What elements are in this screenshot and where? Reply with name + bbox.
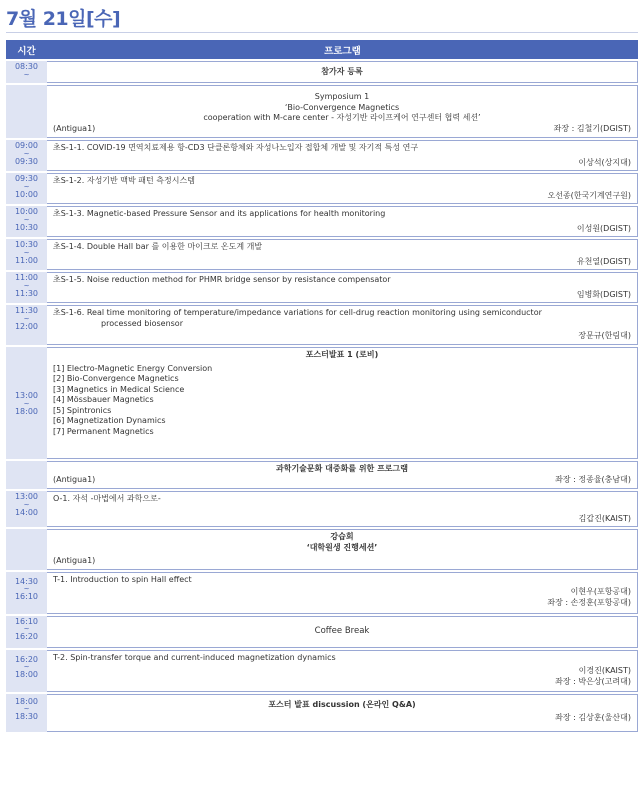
talk-title: 초S-1-1. COVID-19 면역치료제용 항-CD3 단클론항체와 자성나노입자 접합체 개발 및 자기적 특성 연구	[53, 143, 419, 152]
table-row	[6, 461, 638, 489]
end-time: 11:30	[14, 288, 39, 298]
registration-cell	[47, 61, 638, 83]
table-row	[6, 491, 638, 527]
list-item: [3] Magnetics in Medical Science	[53, 384, 185, 394]
symposium-title-2: ‘Bio-Convergence Magnetics	[284, 102, 400, 112]
time-cell	[6, 529, 47, 570]
talk-title: 초S-1-2. 자성기반 맥박 패턴 측정시스템	[53, 176, 195, 185]
section-title: 강습회	[330, 532, 354, 541]
end-time: 09:30	[14, 156, 39, 166]
talk-title: O-1. 자석 -마법에서 과학으로-	[53, 494, 161, 503]
header-program: 프로그램	[47, 40, 638, 59]
schedule-table	[6, 38, 638, 734]
talk-title: 초S-1-3. Magnetic-based Pressure Sensor and its applications for health monitoring	[53, 209, 386, 218]
table-row	[6, 347, 638, 459]
end-time: 10:30	[14, 222, 39, 232]
talk-title-cont: processed biosensor	[101, 318, 183, 328]
poster-cell	[47, 347, 638, 459]
start-time: 11:30	[14, 306, 39, 315]
talk-title: T-2. Spin-transfer torque and current-induced magnetization dynamics	[53, 652, 336, 662]
speaker: 장문규(한림대)	[578, 331, 631, 340]
speaker: 김갑진(KAIST)	[578, 513, 631, 523]
list-item: [1] Electro-Magnetic Energy Conversion	[53, 363, 213, 373]
break-cell	[47, 616, 638, 648]
table-row	[6, 650, 638, 692]
venue: (Antigua1)	[53, 123, 96, 133]
time-cell: 18:00 ~ 18:30	[6, 694, 47, 732]
start-time: 16:10	[14, 616, 39, 626]
start-time: 09:30	[14, 174, 39, 183]
talk-cell	[47, 140, 638, 171]
start-time: 13:00	[14, 391, 39, 400]
time-cell: 16:20 ~ 18:00	[6, 650, 47, 692]
time-cell	[6, 461, 47, 489]
section-header-cell	[47, 461, 638, 489]
start-time: 11:00	[14, 273, 39, 282]
end-time: 18:30	[14, 712, 39, 721]
row-title: 포스터 발표 discussion (온라인 Q&A)	[268, 699, 416, 709]
table-row	[6, 206, 638, 237]
section-header-cell	[47, 529, 638, 570]
time-cell	[6, 85, 47, 138]
time-cell: 10:30 ~ 11:00	[6, 239, 47, 270]
poster-topic-list	[53, 364, 631, 438]
time-cell: 10:00 ~ 10:30	[6, 206, 47, 237]
end-time: 14:00	[14, 507, 39, 517]
table-row	[6, 85, 638, 138]
talk-cell	[47, 305, 638, 345]
venue: (Antigua1)	[53, 556, 96, 565]
chair: 좌장 : 손정훈(포항공대)	[547, 597, 631, 607]
end-time: 18:00	[14, 670, 39, 679]
speaker: 오선종(한국기계연구원)	[547, 190, 631, 200]
poster-title: 포스터발표 1 (로비)	[305, 350, 379, 359]
start-time: 10:00	[14, 207, 39, 216]
table-row	[6, 173, 638, 204]
start-time: 18:00	[14, 696, 39, 706]
chair: 좌장 : 김상훈(울산대)	[555, 713, 631, 722]
day-title: 7월 21일[수]	[6, 8, 121, 30]
list-item: [6] Magnetization Dynamics	[53, 416, 166, 426]
table-row	[6, 529, 638, 570]
chair: 좌장 : 김철기(DGIST)	[553, 123, 631, 133]
time-cell: 13:00 ~ 14:00	[6, 491, 47, 527]
list-item: [2] Bio-Convergence Magnetics	[53, 374, 179, 384]
symposium-title-3: cooperation with M-care center - 자성기반 라이프케어 연구센터 협력 세션’	[203, 113, 481, 122]
talk-cell	[47, 650, 638, 692]
row-title: 참가자 등록	[321, 67, 363, 76]
speaker: 이현우(포항공대)	[570, 587, 631, 596]
speaker: 임병화(DGIST)	[576, 289, 631, 299]
time-cell: 13:00 ~ 18:00	[6, 347, 47, 459]
table-row	[6, 694, 638, 732]
time-cell: 09:00 ~ 09:30	[6, 140, 47, 171]
start-time: 08:30	[14, 62, 39, 71]
end-time: 18:00	[14, 406, 39, 416]
talk-cell	[47, 272, 638, 303]
time-cell: 14:30 ~ 16:10	[6, 572, 47, 614]
talk-title: T-1. Introduction to spin Hall effect	[53, 574, 192, 584]
speaker: 이성원(DGIST)	[576, 223, 631, 233]
speaker: 이상석(상지대)	[578, 157, 631, 167]
table-row	[6, 140, 638, 171]
time-cell: 11:30 ~ 12:00	[6, 305, 47, 345]
start-time: 13:00	[14, 492, 39, 501]
talk-cell	[47, 239, 638, 270]
time-cell: 09:30 ~ 10:00	[6, 173, 47, 204]
end-time: 16:10	[14, 592, 39, 601]
start-time: 10:30	[14, 240, 39, 249]
venue: (Antigua1)	[53, 474, 96, 484]
start-time: 14:30	[14, 576, 39, 586]
table-row	[6, 239, 638, 270]
list-item: [7] Permanent Magnetics	[53, 427, 154, 437]
talk-cell	[47, 491, 638, 527]
table-row	[6, 616, 638, 648]
header-time: 시간	[6, 40, 47, 59]
list-item: [4] Mössbauer Magnetics	[53, 395, 154, 405]
end-time: 10:00	[14, 189, 39, 199]
end-time: 11:00	[14, 255, 39, 265]
list-item: [5] Spintronics	[53, 405, 112, 415]
start-time: 16:20	[14, 654, 39, 664]
talk-cell	[47, 173, 638, 204]
symposium-title-1: Symposium 1	[314, 92, 370, 101]
talk-title: 초S-1-5. Noise reduction method for PHMR bridge sensor by resistance compensator	[53, 275, 391, 284]
section-subtitle: ‘대학원생 진행세션’	[306, 542, 378, 552]
time-cell: 16:10 ~ 16:20	[6, 616, 47, 648]
end-time: 16:20	[14, 632, 39, 641]
table-row	[6, 305, 638, 345]
table-row	[6, 272, 638, 303]
table-row	[6, 572, 638, 614]
section-title: 과학기술문화 대중화를 위한 프로그램	[275, 464, 408, 473]
discussion-cell	[47, 694, 638, 732]
talk-title: 초S-1-6. Real time monitoring of temperature/impedance variations for cell-drug reaction monitoring using semiconductor	[53, 308, 542, 317]
talk-cell	[47, 572, 638, 614]
table-header	[6, 40, 638, 59]
symposium-header-cell	[47, 85, 638, 138]
speaker: 이경진(KAIST)	[578, 666, 631, 675]
talk-title: 초S-1-4. Double Hall bar 를 이용한 마이크로 온도계 개발	[53, 242, 263, 251]
speaker: 유천열(DGIST)	[576, 256, 631, 266]
end-time: 12:00	[14, 321, 39, 331]
title-divider	[6, 32, 638, 33]
chair: 좌장 : 정종율(충남대)	[555, 474, 631, 484]
time-cell: 08:30 ~	[6, 61, 47, 83]
time-cell: 11:00 ~ 11:30	[6, 272, 47, 303]
chair: 좌장 : 박은상(고려대)	[555, 676, 631, 686]
row-title: Coffee Break	[314, 626, 370, 637]
table-row	[6, 61, 638, 83]
start-time: 09:00	[14, 141, 39, 150]
talk-cell	[47, 206, 638, 237]
